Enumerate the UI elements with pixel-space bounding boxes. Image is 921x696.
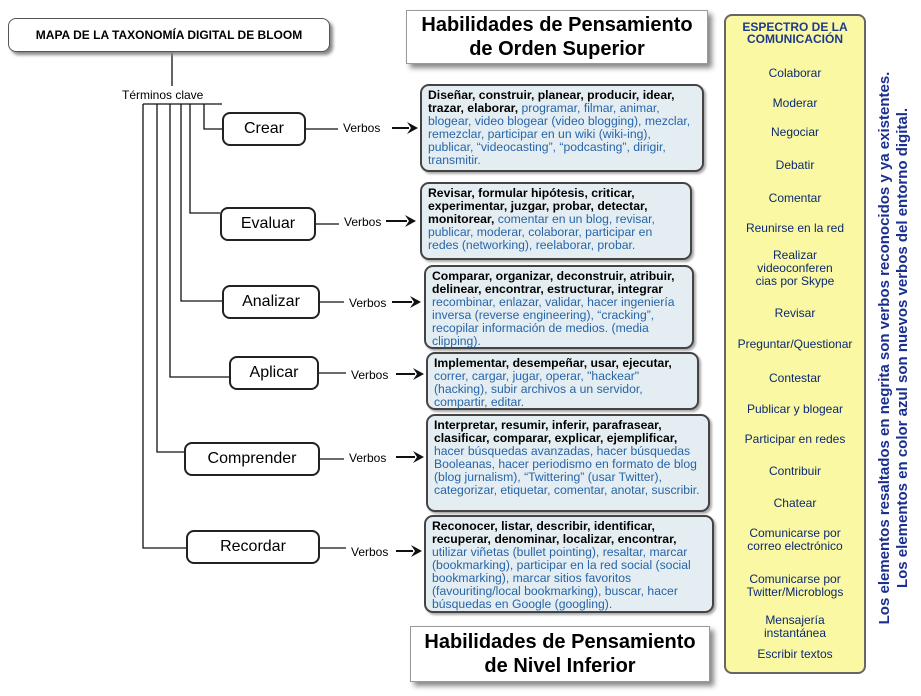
spectrum-item-line: Negociar xyxy=(770,124,820,139)
spectrum-item-line: videoconferen xyxy=(757,260,833,275)
branch-line xyxy=(143,104,186,548)
branch-line xyxy=(190,104,220,213)
known-verbs-comprender: Interpretar, resumir, inferir, parafrasear, clasificar, comparar, explicar, ejemplificar, xyxy=(434,418,678,445)
spectrum-item-line: Participar en redes xyxy=(744,431,846,446)
legend-note-bold: Los elementos resaltados en negrita son verbos reconocidos y ya existentes. xyxy=(876,71,893,625)
higher-order-header-line2: de Orden Superior xyxy=(469,38,645,60)
map-title: MAPA DE LA TAXONOMÍA DIGITAL DE BLOOM xyxy=(8,18,330,52)
spectrum-item xyxy=(726,573,864,599)
verbs-box-evaluar xyxy=(420,182,692,260)
new-verbs-crear: programar, filmar, animar, blogear, video blogear (video blogging), mezclar, remezclar, participar en un wiki (wiki-ing), publicar, “videocasting”, “podcasting”, dirigir, transmitir. xyxy=(428,101,691,167)
verbs-label-crear: Verbos xyxy=(343,121,381,135)
legend-note-text xyxy=(876,8,912,688)
spectrum-item xyxy=(726,338,864,351)
branch-line xyxy=(170,104,229,377)
spectrum-item xyxy=(726,433,864,446)
spectrum-item xyxy=(726,648,864,661)
spectrum-item xyxy=(726,97,864,110)
spectrum-item xyxy=(726,465,864,478)
spectrum-item-line: Colaborar xyxy=(768,65,822,80)
spectrum-item-line: cias por Skype xyxy=(755,273,835,288)
spectrum-item xyxy=(726,403,864,416)
spectrum-item xyxy=(726,192,864,205)
verbs-label-comprender: Verbos xyxy=(349,451,387,465)
verbs-box-recordar xyxy=(424,515,714,613)
spectrum-item-line: Preguntar/Questionar xyxy=(737,336,853,351)
spectrum-item xyxy=(726,126,864,139)
level-aplicar: Aplicar xyxy=(229,356,319,390)
spectrum-item-line: Moderar xyxy=(772,95,818,110)
spectrum-item xyxy=(726,614,864,640)
verbs-label-recordar: Verbos xyxy=(351,545,389,559)
known-verbs-aplicar: Implementar, desempeñar, usar, ejecutar, xyxy=(434,356,672,370)
spectrum-title xyxy=(726,21,864,45)
new-verbs-aplicar: correr, cargar, jugar, operar, "hackear" (hacking), subir archivos a un servidor, compartir, editar. xyxy=(434,369,643,409)
spectrum-item-line: Mensajería xyxy=(765,613,825,627)
higher-order-header-line1: Habilidades de Pensamiento xyxy=(421,14,693,36)
spectrum-item-line: Realizar xyxy=(772,247,817,262)
legend-note-blue: Los elementos en color azul son nuevos verbos del entorno digital. xyxy=(894,107,911,589)
level-comprender: Comprender xyxy=(184,442,320,476)
spectrum-item-line: Reunirse en la red xyxy=(745,220,845,235)
spectrum-item-line: Escribir textos xyxy=(757,646,833,661)
spectrum-item-line: Twitter/Microblogs xyxy=(746,585,844,599)
verbs-box-comprender xyxy=(426,414,710,512)
spectrum-item-line: Contestar xyxy=(768,370,822,385)
legend-note xyxy=(868,6,920,690)
verbs-label-evaluar: Verbos xyxy=(344,215,382,229)
lower-order-header xyxy=(410,626,710,682)
spectrum-item xyxy=(726,497,864,510)
lower-order-header-line2: de Nivel Inferior xyxy=(484,655,636,677)
spectrum-item xyxy=(726,527,864,553)
verbs-box-analizar xyxy=(424,265,694,349)
level-recordar: Recordar xyxy=(186,530,320,564)
known-verbs-evaluar: Revisar, formular hipótesis, criticar, experimentar, juzgar, probar, detectar, monitorear, xyxy=(428,186,648,226)
spectrum-item xyxy=(726,307,864,320)
known-verbs-crear: Diseñar, construir, planear, producir, idear, trazar, elaborar, xyxy=(428,88,675,115)
level-crear: Crear xyxy=(222,112,306,146)
spectrum-title-line2: COMUNICACIÓN xyxy=(747,32,843,46)
spectrum-item-line: Contribuir xyxy=(768,463,822,478)
new-verbs-analizar: recombinar, enlazar, validar, hacer ingeniería inversa (reverse engineering), “cracking”, recopilar información de medios. (media clipping). xyxy=(432,295,675,348)
lower-order-header-line1: Habilidades de Pensamiento xyxy=(424,631,696,653)
spectrum-item-line: Comunicarse por xyxy=(749,572,841,586)
verbs-box-crear xyxy=(420,84,704,172)
branch-line xyxy=(204,104,222,129)
verbs-box-aplicar xyxy=(426,352,699,410)
spectrum-title-line1: ESPECTRO DE LA xyxy=(742,20,848,34)
spectrum-item xyxy=(726,67,864,80)
new-verbs-evaluar: comentar en un blog, revisar, publicar, moderar, colaborar, participar en redes (networking), reelaborar, probar. xyxy=(428,212,655,252)
new-verbs-comprender: hacer búsquedas avanzadas, hacer búsquedas Booleanas, hacer periodismo en formato de blog (blog jurnalism), “Twittering” (usar Twitter), categorizar, etiquetar, comentar, anotar, suscribir. xyxy=(434,444,700,497)
spectrum-item-line: Comentar xyxy=(768,190,822,205)
spectrum-item-line: Comunicarse por xyxy=(749,526,841,540)
known-verbs-analizar: Comparar, organizar, deconstruir, atribuir, delinear, encontrar, estructurar, integrar xyxy=(432,269,675,296)
spectrum-item-line: Debatir xyxy=(775,157,815,172)
higher-order-header xyxy=(406,10,708,64)
spectrum-item-line: Publicar y blogear xyxy=(746,401,844,416)
level-analizar: Analizar xyxy=(222,285,320,319)
level-evaluar: Evaluar xyxy=(220,207,316,241)
known-verbs-recordar: Reconocer, listar, describir, identificar, recuperar, denominar, localizar, encontrar, xyxy=(432,519,677,546)
new-verbs-recordar: utilizar viñetas (bullet pointing), resaltar, marcar (bookmarking), participar en la red social (social bookmarking), marcar sitios favoritos (favouriting/local bookmarking), buscar, hacer búsquedas en Google (googling). xyxy=(432,545,691,611)
spectrum-item xyxy=(726,159,864,172)
spectrum-item xyxy=(726,222,864,235)
verbs-label-aplicar: Verbos xyxy=(351,368,389,382)
spectrum-item-line: correo electrónico xyxy=(747,539,843,553)
spectrum-item-line: instantánea xyxy=(763,626,827,640)
spectrum-item-line: Revisar xyxy=(774,305,816,320)
verbs-label-analizar: Verbos xyxy=(349,296,387,310)
key-terms-label: Términos clave xyxy=(122,88,204,102)
branch-line xyxy=(181,104,222,301)
communication-spectrum xyxy=(724,14,866,674)
spectrum-item-line: Chatear xyxy=(773,495,817,510)
spectrum-item xyxy=(726,372,864,385)
spectrum-item xyxy=(726,249,864,288)
